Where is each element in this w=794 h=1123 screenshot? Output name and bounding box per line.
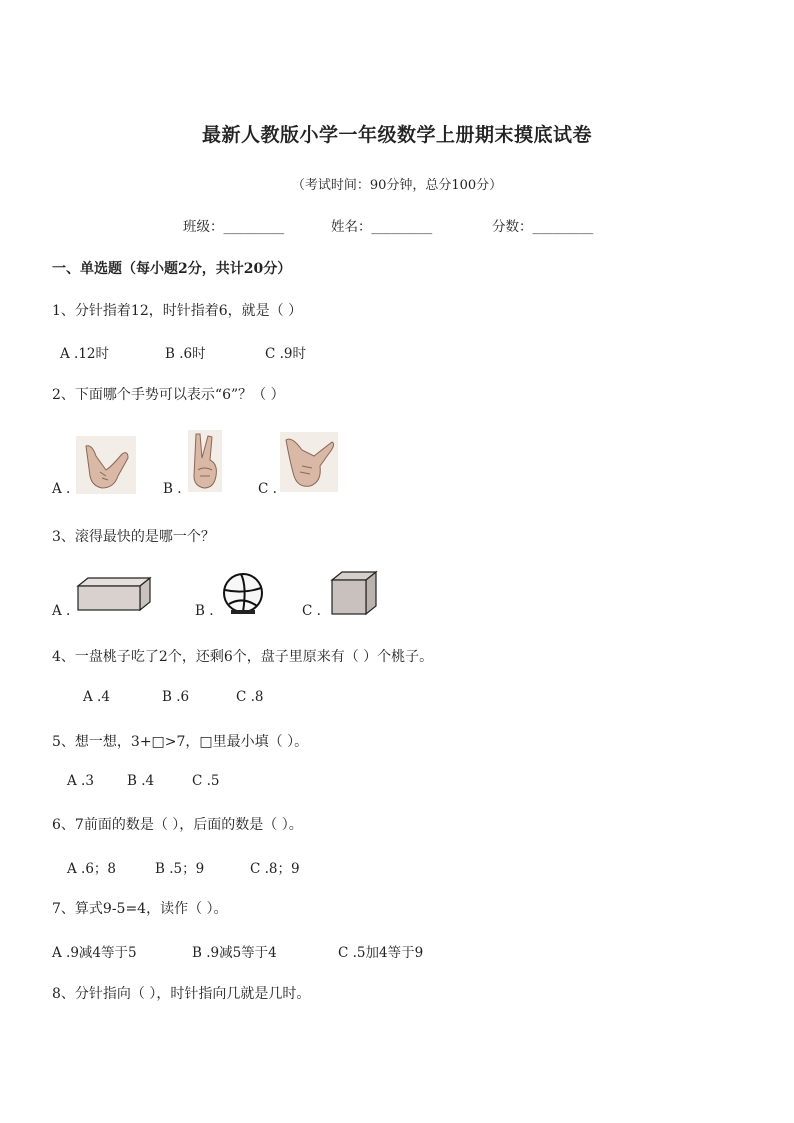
question-6: 6、7前面的数是（ ），后面的数是（ ）。 [52, 817, 303, 833]
q1-option-b: B .6时 [165, 346, 206, 362]
question-4: 4、一盘桃子吃了2个，还剩6个，盘子里原来有（ ）个桃子。 [52, 649, 434, 665]
exam-subtitle: （考试时间：90分钟，总分100分） [291, 178, 503, 193]
q6-option-a: A .6；8 [67, 861, 117, 877]
cuboid-icon [76, 576, 152, 614]
hand-gesture-eight-icon [280, 432, 338, 492]
q6-option-b: B .5；9 [155, 861, 205, 877]
q7-option-a: A .9减4等于5 [52, 945, 137, 961]
hand-gesture-two-icon [188, 430, 222, 492]
section-heading: 一、单选题（每小题2分，共计20分） [52, 261, 292, 277]
question-2: 2、下面哪个手势可以表示“6”？（ ） [52, 387, 285, 403]
q4-option-a: A .4 [83, 689, 110, 705]
question-3: 3、滚得最快的是哪一个？ [52, 529, 215, 545]
q5-option-b: B .4 [127, 773, 155, 789]
q5-option-a: A .3 [67, 773, 94, 789]
score-field: 分数：_________ [492, 219, 594, 235]
q4-option-c: C .8 [236, 689, 264, 705]
q4-option-b: B .6 [162, 689, 190, 705]
q6-option-c: C .8；9 [250, 861, 300, 877]
q3-option-c: C . [302, 603, 321, 619]
q3-option-b: B . [195, 603, 214, 619]
question-1: 1、分针指着12，时针指着6，就是（ ） [52, 303, 303, 319]
q7-option-c: C .5加4等于9 [338, 945, 424, 961]
q2-option-c: C . [258, 481, 277, 497]
page-title: 最新人教版小学一年级数学上册期末摸底试卷 [201, 124, 592, 146]
ball-icon [221, 572, 265, 616]
q7-option-b: B .9减5等于4 [192, 945, 277, 961]
class-field: 班级：_________ [183, 219, 285, 235]
q2-option-b: B . [163, 481, 182, 497]
name-field: 姓名：_________ [331, 219, 433, 235]
question-8: 8、分针指向（ ），时针指向几就是几时。 [52, 986, 311, 1002]
q1-option-c: C .9时 [265, 346, 307, 362]
q1-option-a: A .12时 [60, 346, 110, 362]
question-5: 5、想一想，3+□>7，□里最小填（ ）。 [52, 734, 309, 750]
question-7: 7、算式9-5=4，读作（ ）。 [52, 901, 228, 917]
cube-icon [330, 570, 378, 616]
q3-option-a: A . [52, 603, 71, 619]
q5-option-c: C .5 [192, 773, 220, 789]
q2-option-a: A . [52, 481, 71, 497]
hand-gesture-six-icon [76, 436, 136, 494]
